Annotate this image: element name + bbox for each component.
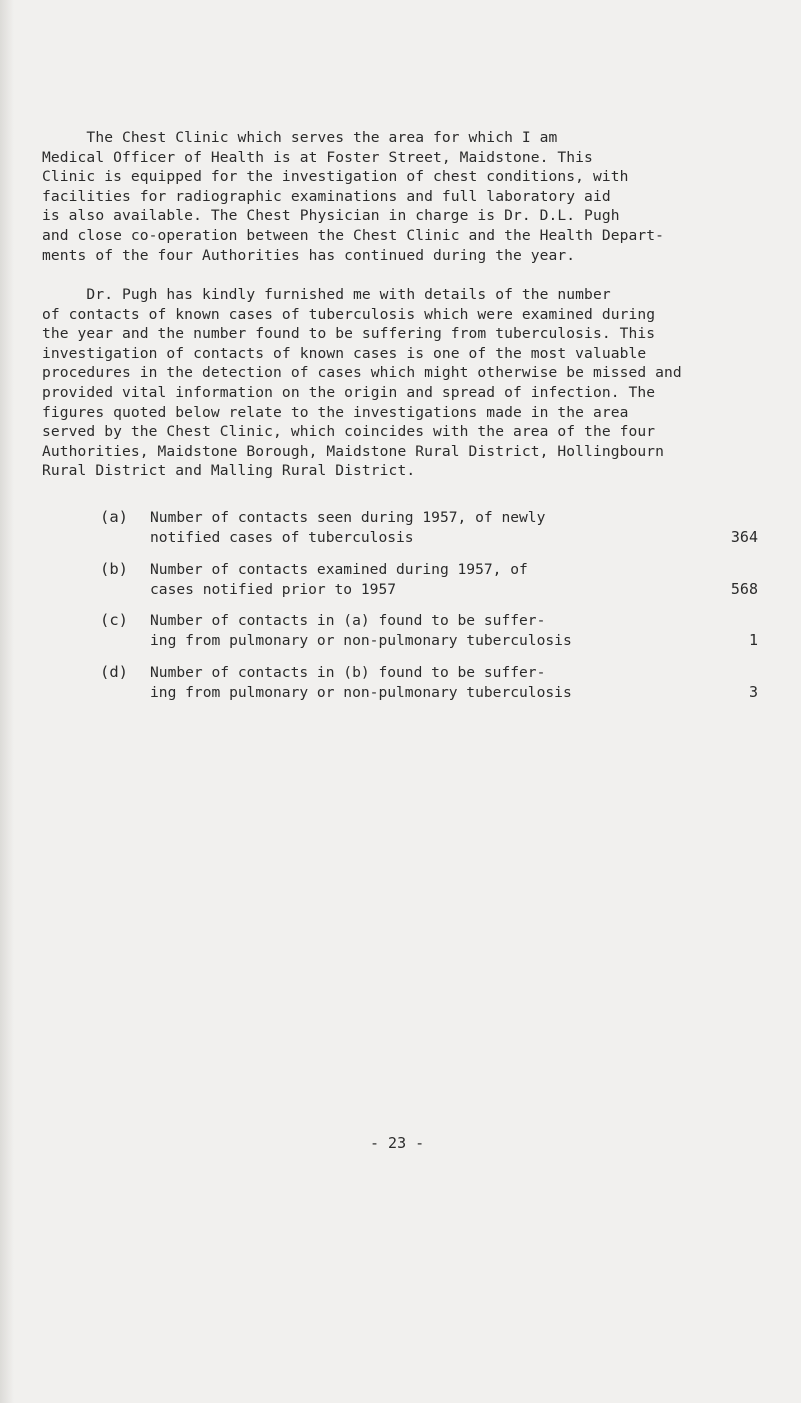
item-description	[150, 663, 690, 702]
text-line: Dr. Pugh has kindly furnished me with details of the number	[42, 286, 611, 303]
list-item	[42, 560, 792, 600]
text-line: the year and the number found to be suffering from tuberculosis. This	[42, 325, 656, 343]
item-description	[150, 560, 690, 599]
text-line: Number of contacts in (a) found to be suffer-	[150, 612, 546, 629]
text-line: facilities for radiographic examinations and full laboratory aid	[42, 187, 611, 205]
text-line: cases notified prior to 1957	[150, 580, 397, 598]
text-line: figures quoted below relate to the investigations made in the area	[42, 403, 629, 421]
item-label: (b)	[100, 560, 128, 578]
text-line: Rural District and Malling Rural District.	[42, 462, 416, 480]
text-line: provided vital information on the origin and spread of infection. The	[42, 383, 656, 401]
text-line: Medical Officer of Health is at Foster Street, Maidstone. This	[42, 148, 593, 166]
text-line: is also available. The Chest Physician in charge is Dr. D.L. Pugh	[42, 207, 620, 225]
text-line: Authorities, Maidstone Borough, Maidstone Rural District, Hollingbourn	[42, 442, 665, 460]
list-item	[42, 611, 792, 651]
item-value: 568	[730, 580, 758, 598]
text-line: Number of contacts examined during 1957, of	[150, 561, 528, 578]
text-line: notified cases of tuberculosis	[150, 528, 414, 546]
text-line: Number of contacts seen during 1957, of newly	[150, 509, 546, 526]
item-label: (c)	[100, 611, 128, 629]
item-value: 364	[730, 528, 758, 546]
text-line: The Chest Clinic which serves the area for which I am	[42, 129, 558, 146]
text-line: ing from pulmonary or non-pulmonary tuberculosis	[150, 683, 572, 701]
text-line: served by the Chest Clinic, which coincides with the area of the four	[42, 423, 656, 441]
item-description	[150, 611, 690, 650]
page-number: - 23 -	[370, 1134, 425, 1152]
list-item	[42, 508, 792, 548]
paragraph-contacts	[42, 285, 792, 481]
item-label: (d)	[100, 663, 128, 681]
text-line: ing from pulmonary or non-pulmonary tuberculosis	[150, 631, 572, 649]
scan-shadow-edge	[0, 0, 14, 1403]
item-description	[150, 508, 690, 547]
text-line: and close co-operation between the Chest Clinic and the Health Depart-	[42, 226, 665, 244]
text-line: Number of contacts in (b) found to be suffer-	[150, 664, 546, 681]
text-line: ments of the four Authorities has continued during the year.	[42, 246, 576, 264]
text-line: Clinic is equipped for the investigation of chest conditions, with	[42, 168, 629, 186]
list-item	[42, 663, 792, 703]
text-line: investigation of contacts of known cases is one of the most valuable	[42, 344, 647, 362]
item-label: (a)	[100, 508, 128, 526]
text-line: procedures in the detection of cases which might otherwise be missed and	[42, 364, 682, 382]
text-line: of contacts of known cases of tuberculosis which were examined during	[42, 305, 656, 323]
item-value: 3	[748, 683, 758, 701]
paragraph-chest-clinic	[42, 128, 792, 265]
item-value: 1	[748, 631, 758, 649]
